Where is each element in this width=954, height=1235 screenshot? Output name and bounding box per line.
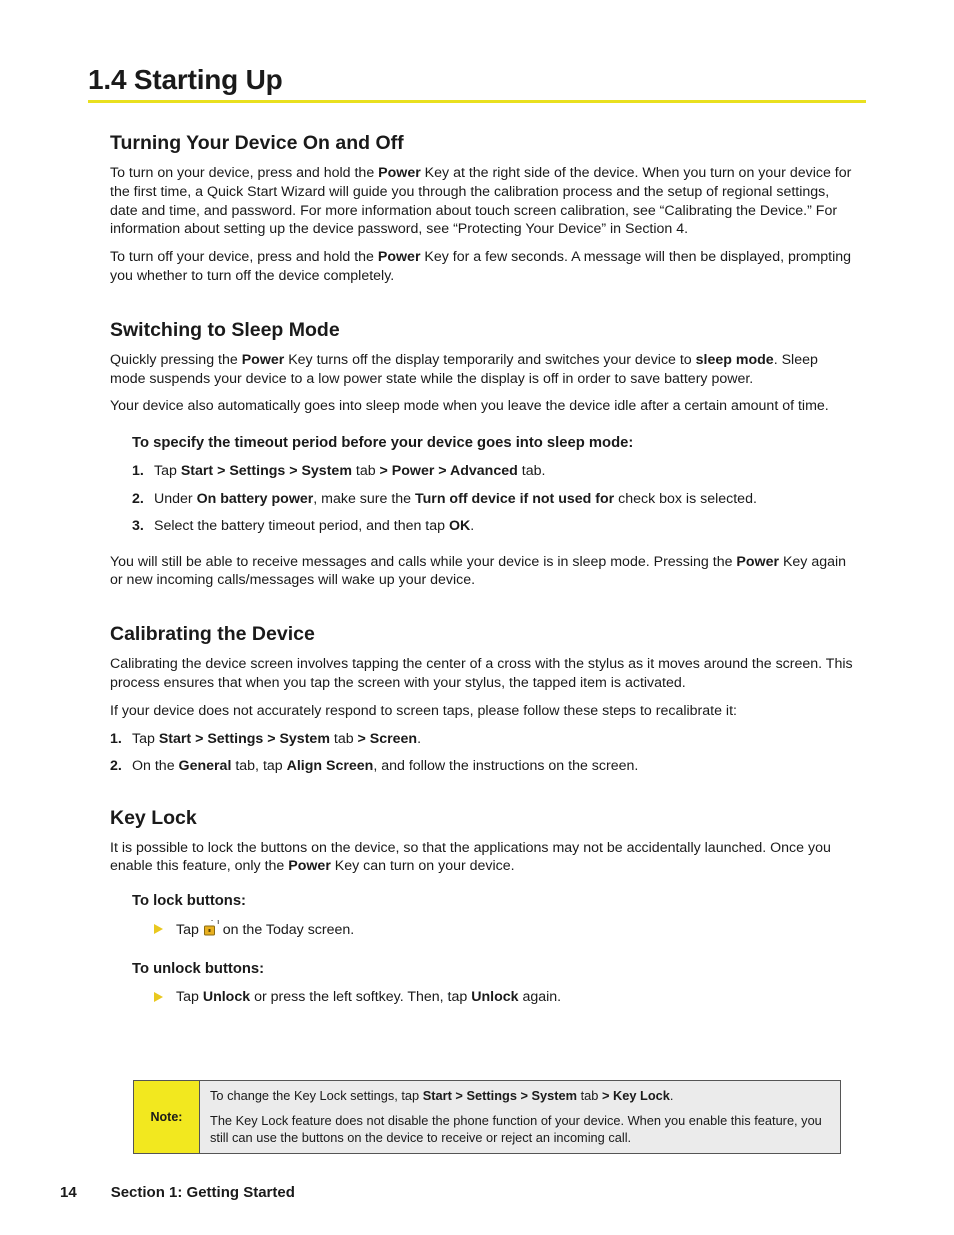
list-item: Tap on the Today screen.	[154, 920, 855, 940]
note-line: To change the Key Lock settings, tap Start > Settings > System tab > Key Lock.	[210, 1088, 674, 1103]
step-list	[88, 730, 855, 777]
paragraph: To turn off your device, press and hold the Power Key for a few seconds. A message will then be displayed, prompting you whether to turn off the device completely.	[110, 249, 852, 284]
paragraph: Quickly pressing the Power Key turns off the display temporarily and switches your device to sleep mode. Sleep mode suspends your device to a low power state while the display is off in order to save battery power.	[110, 351, 818, 387]
page-footer	[60, 1184, 295, 1201]
page-title: 1.4 Starting Up	[88, 62, 866, 103]
page-content	[110, 130, 855, 1016]
note-label: Note:	[134, 1081, 200, 1153]
section-heading-power: Turning Your Device On and Off	[110, 132, 404, 154]
procedure-heading: To unlock buttons:	[132, 961, 265, 978]
note-box	[133, 1080, 841, 1154]
procedure-heading: To lock buttons:	[132, 893, 246, 910]
note-body	[200, 1081, 840, 1153]
bullet-triangle-icon	[154, 924, 163, 934]
note-line: The Key Lock feature does not disable the phone function of your device. When you enable this feature, you still can use the buttons on the device to receive or reject an incoming call.	[210, 1113, 822, 1145]
bullet-triangle-icon	[154, 992, 163, 1002]
section-heading-sleep: Switching to Sleep Mode	[110, 318, 340, 341]
step-list	[110, 462, 855, 536]
key-lock-icon	[203, 920, 219, 936]
procedure-heading: To specify the timeout period before your device goes into sleep mode:	[132, 435, 634, 452]
footer-section-title: Section 1: Getting Started	[110, 1184, 295, 1201]
section-heading-keylock: Key Lock	[110, 806, 197, 829]
section-heading-calibrate: Calibrating the Device	[110, 623, 315, 646]
list-item: 1. Tap Start > Settings > System tab > Power > Advanced tab.	[132, 463, 546, 480]
paragraph: Calibrating the device screen involves tapping the center of a cross with the stylus as it moves around the screen. This process ensures that when you tap the screen with your stylus, the tapped item is activated.	[110, 656, 853, 692]
paragraph: It is possible to lock the buttons on the device, so that the applications may not be accidentally launched. Once you enable this feature, only the Power Key can turn on your device.	[110, 839, 831, 875]
paragraph: You will still be able to receive messages and calls while your device is in sleep mode. Pressing the Power Key again or new incoming calls/messages will wake up your device.	[110, 553, 847, 589]
list-item: Tap Unlock or press the left softkey. Then, tap Unlock again.	[154, 988, 855, 1007]
list-item: 3. Select the battery timeout period, and then tap OK.	[132, 518, 475, 535]
list-item: 2. Under On battery power, make sure the Turn off device if not used for check box is selected.	[132, 490, 757, 507]
paragraph: To turn on your device, press and hold the Power Key at the right side of the device. When you turn on your device for the first time, a Quick Start Wizard will guide you through the calibration process and the setup of regional settings, date and time, and password. For more information about touch screen calibration, see “Calibrating the Device.” For information about setting up the device password, see “Protecting Your Device” in Section 4.	[110, 165, 852, 238]
list-item: 1. Tap Start > Settings > System tab > Screen.	[110, 730, 422, 747]
paragraph: If your device does not accurately respond to screen taps, please follow these steps to recalibrate it:	[110, 702, 737, 719]
paragraph: Your device also automatically goes into sleep mode when you leave the device idle after a certain amount of time.	[110, 398, 829, 415]
page-number: 14	[60, 1184, 77, 1201]
list-item: 2. On the General tab, tap Align Screen, and follow the instructions on the screen.	[110, 758, 639, 775]
